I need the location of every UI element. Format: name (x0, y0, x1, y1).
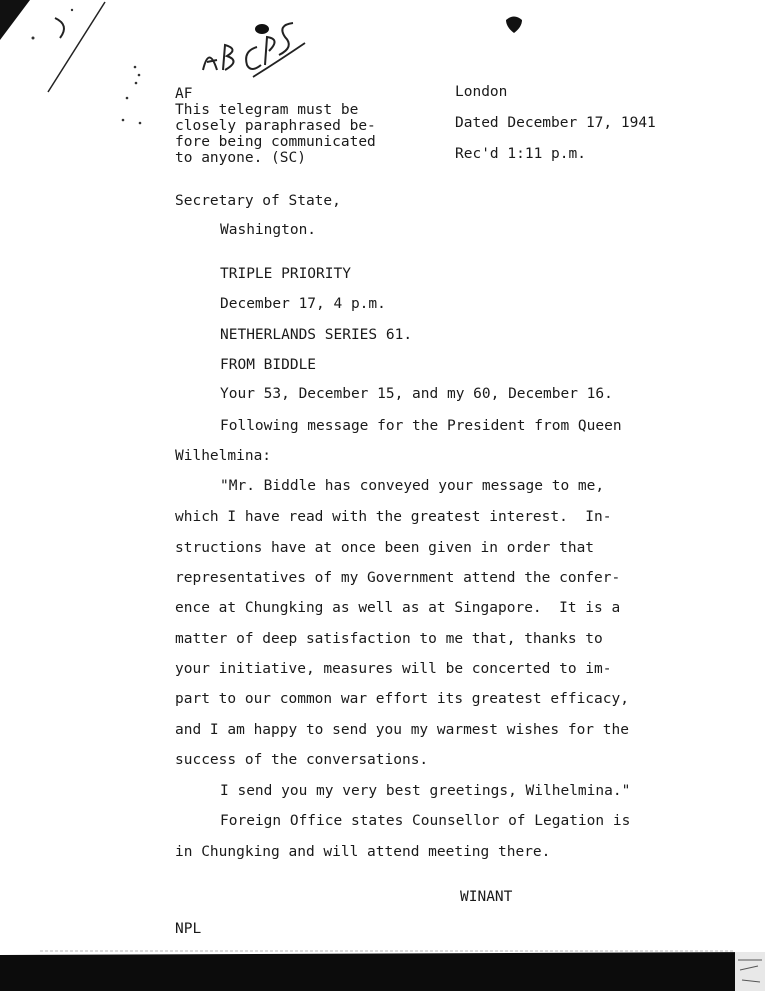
handwritten-stamp (195, 15, 310, 85)
body-line: structions have at once been given in order that (175, 540, 595, 556)
notice-line: closely paraphrased be- (175, 118, 376, 134)
body-line: which I have read with the greatest interest. In- (175, 509, 612, 525)
addressee: Secretary of State, (175, 193, 341, 209)
series: NETHERLANDS SERIES 61. (220, 327, 413, 343)
initials: NPL (175, 921, 202, 937)
body-line: success of the conversations. (175, 752, 429, 768)
body-line: matter of deep satisfaction to me that, thanks to (175, 631, 603, 647)
notice-line: to anyone. (SC) (175, 150, 306, 166)
body-line: Foreign Office states Counsellor of Legation is (220, 813, 631, 829)
place: London (455, 84, 508, 100)
scan-bottom-edge (0, 940, 765, 991)
addressee-city: Washington. (220, 222, 317, 238)
body-line: Your 53, December 15, and my 60, December 16. (220, 386, 613, 402)
body-line: I send you my very best greetings, Wilhelmina." (220, 783, 631, 799)
body-line: part to our common war effort its greatest efficacy, (175, 691, 629, 707)
body-line: Wilhelmina: (175, 448, 272, 464)
body-line: your initiative, measures will be concerted to im- (175, 661, 612, 677)
scan-edge-marks (0, 0, 130, 140)
message-time: December 17, 4 p.m. (220, 296, 386, 312)
body-line: ence at Chungking as well as at Singapore. It is a (175, 600, 621, 616)
body-line: in Chungking and will attend meeting there. (175, 844, 551, 860)
priority: TRIPLE PRIORITY (220, 266, 351, 282)
notice-line: fore being communicated (175, 134, 376, 150)
body-line: representatives of my Government attend the confer- (175, 570, 621, 586)
date-sent: Dated December 17, 1941 (455, 115, 656, 131)
signature: WINANT (460, 889, 513, 905)
body-line: and I am happy to send you my warmest wishes for the (175, 722, 629, 738)
date-received: Rec'd 1:11 p.m. (455, 146, 586, 162)
telegram-code: AF (175, 86, 193, 102)
notice-line: This telegram must be (175, 102, 359, 118)
sender: FROM BIDDLE (220, 357, 317, 373)
body-line: "Mr. Biddle has conveyed your message to me, (220, 478, 605, 494)
ink-blot (503, 15, 525, 35)
paraphrase-notice (175, 102, 376, 166)
body-line: Following message for the President from Queen (220, 418, 622, 434)
margin-dots (115, 55, 155, 135)
